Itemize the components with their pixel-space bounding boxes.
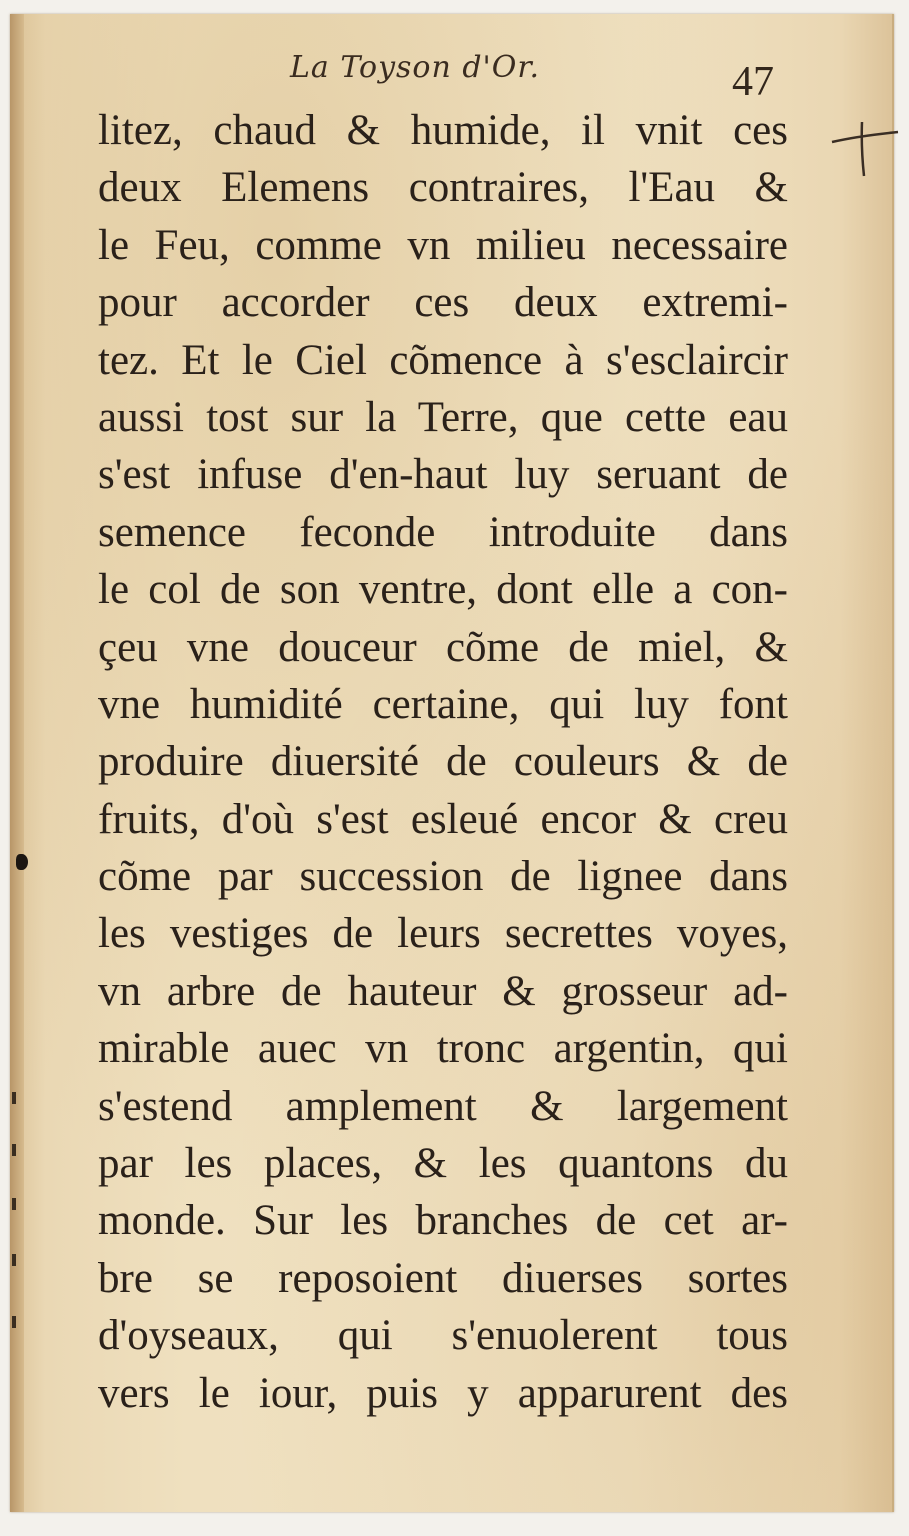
marginal-cross-mark xyxy=(828,118,902,180)
text-line: les vestiges de leurs secrettes voyes, xyxy=(98,910,788,958)
text-line: vn arbre de hauteur & grosseur ad- xyxy=(98,967,788,1015)
text-line: aussi tost sur la Terre, que cette eau xyxy=(98,393,788,441)
text-line: d'oyseaux, qui s'enuolerent tous xyxy=(98,1312,788,1360)
edge-mark xyxy=(12,1092,16,1104)
page-gutter xyxy=(10,14,24,1512)
text-line: çeu vne douceur cõme de miel, & xyxy=(98,623,788,671)
text-line: deux Elemens contraires, l'Eau & xyxy=(98,164,788,212)
text-line: litez, chaud & humide, il vnit ces xyxy=(98,107,788,154)
text-line: produire diuersité de couleurs & de xyxy=(98,738,788,786)
text-line: s'estend amplement & largement xyxy=(98,1082,788,1130)
edge-mark xyxy=(12,1198,16,1210)
text-line: cõme par succession de lignee dans xyxy=(98,853,788,901)
text-line: le Feu, comme vn milieu necessaire xyxy=(98,221,788,269)
text-line: monde. Sur les branches de cet ar- xyxy=(98,1197,788,1245)
edge-mark xyxy=(12,1254,16,1266)
text-line: bre se reposoient diuerses sortes xyxy=(98,1254,788,1302)
text-line: semence feconde introduite dans xyxy=(98,508,788,556)
edge-mark xyxy=(12,1316,16,1328)
page-number: 47 xyxy=(732,59,774,105)
text-line: le col de son ventre, dont elle a con- xyxy=(98,566,788,614)
edge-mark xyxy=(12,1144,16,1156)
body-text xyxy=(98,102,788,1422)
text-line: s'est infuse d'en-haut luy seruant de xyxy=(98,451,788,499)
running-head: La Toyson d'Or. xyxy=(290,50,540,85)
text-line: fruits, d'où s'est esleué encor & creu xyxy=(98,795,788,843)
text-line: tez. Et le Ciel cõmence à s'esclaircir xyxy=(98,336,788,384)
text-line: vne humidité certaine, qui luy font xyxy=(98,680,788,728)
book-page xyxy=(10,14,894,1512)
text-line: pour accorder ces deux extremi- xyxy=(98,279,788,327)
text-line: par les places, & les quantons du xyxy=(98,1140,788,1188)
text-line: mirable auec vn tronc argentin, qui xyxy=(98,1025,788,1073)
text-line: vers le iour, puis y apparurent des xyxy=(98,1369,788,1417)
ink-dot-mark xyxy=(16,854,28,870)
